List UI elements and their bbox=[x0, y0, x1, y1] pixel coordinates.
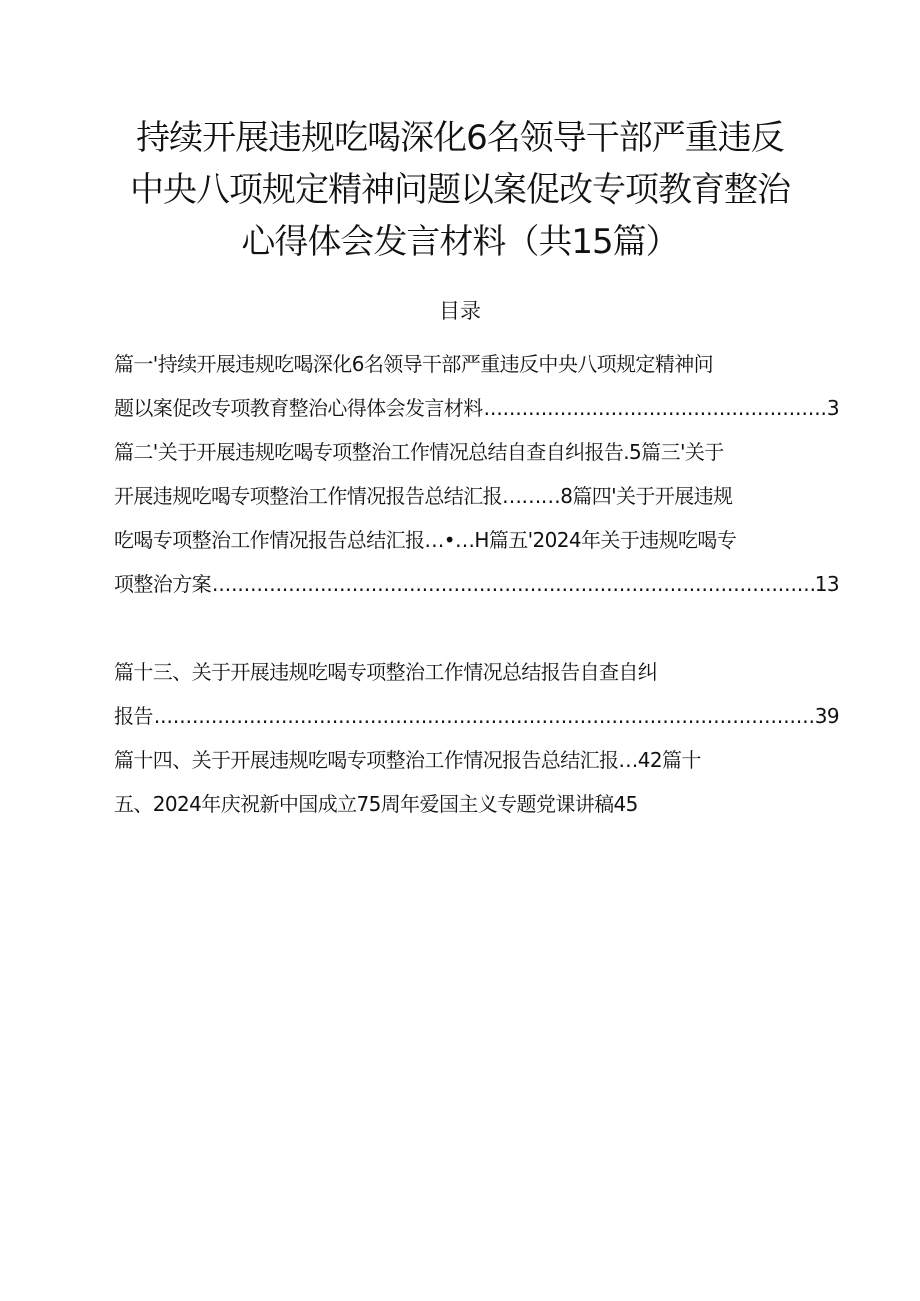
toc-page-number: 39 bbox=[814, 704, 839, 728]
toc-entry-text: 开展违规吃喝专项整治工作情况报告总结汇报………8篇四'关于开展违规 bbox=[114, 484, 733, 508]
toc-entry-text: 项整治方案 bbox=[114, 572, 211, 596]
toc-entry-text: 篇二'关于开展违规吃喝专项整治工作情况总结自查自纠报告.5篇三'关于 bbox=[114, 440, 724, 464]
title-line-1: 持续开展违规吃喝深化6名领导干部严重违反 bbox=[136, 118, 784, 158]
toc-line[interactable] bbox=[114, 430, 839, 474]
toc-entry-text: 吃喝专项整治工作情况报告总结汇报…•…H篇五'2024年关于违规吃喝专 bbox=[114, 528, 737, 552]
toc-line[interactable] bbox=[114, 562, 839, 606]
toc-entry-text: 五、2024年庆祝新中国成立75周年爱国主义专题党课讲稿45 bbox=[114, 792, 638, 816]
toc-page-number: 3 bbox=[826, 396, 839, 420]
document-title bbox=[110, 112, 810, 268]
toc-line[interactable] bbox=[114, 386, 839, 430]
toc-dot-leader bbox=[154, 694, 814, 738]
toc-line[interactable] bbox=[114, 694, 839, 738]
title-line-2: 中央八项规定精神问题以案促改专项教育整治 bbox=[130, 170, 790, 210]
toc-line[interactable] bbox=[114, 650, 839, 694]
toc-second-block bbox=[114, 650, 839, 826]
toc-first-block bbox=[114, 342, 839, 606]
toc-line[interactable] bbox=[114, 342, 839, 386]
toc-entry-text: 篇一'持续开展违规吃喝深化6名领导干部严重违反中央八项规定精神问 bbox=[114, 352, 714, 376]
toc-heading: 目录 bbox=[439, 299, 481, 323]
toc-dot-leader bbox=[484, 386, 826, 430]
toc-line[interactable] bbox=[114, 738, 839, 782]
toc-entry-text: 篇十四、关于开展违规吃喝专项整治工作情况报告总结汇报…42篇十 bbox=[114, 748, 701, 772]
toc-entry-text: 篇十三、关于开展违规吃喝专项整治工作情况总结报告自查自纠 bbox=[114, 660, 658, 684]
toc-line[interactable] bbox=[114, 782, 839, 826]
toc-line[interactable] bbox=[114, 518, 839, 562]
toc-line[interactable] bbox=[114, 474, 839, 518]
toc-entry-text: 报告 bbox=[114, 704, 153, 728]
toc-dot-leader bbox=[212, 562, 814, 606]
toc-page-number: 13 bbox=[814, 572, 839, 596]
toc-entry-text: 题以案促改专项教育整治心得体会发言材料 bbox=[114, 396, 483, 420]
title-line-3: 心得体会发言材料（共15篇） bbox=[241, 222, 679, 262]
